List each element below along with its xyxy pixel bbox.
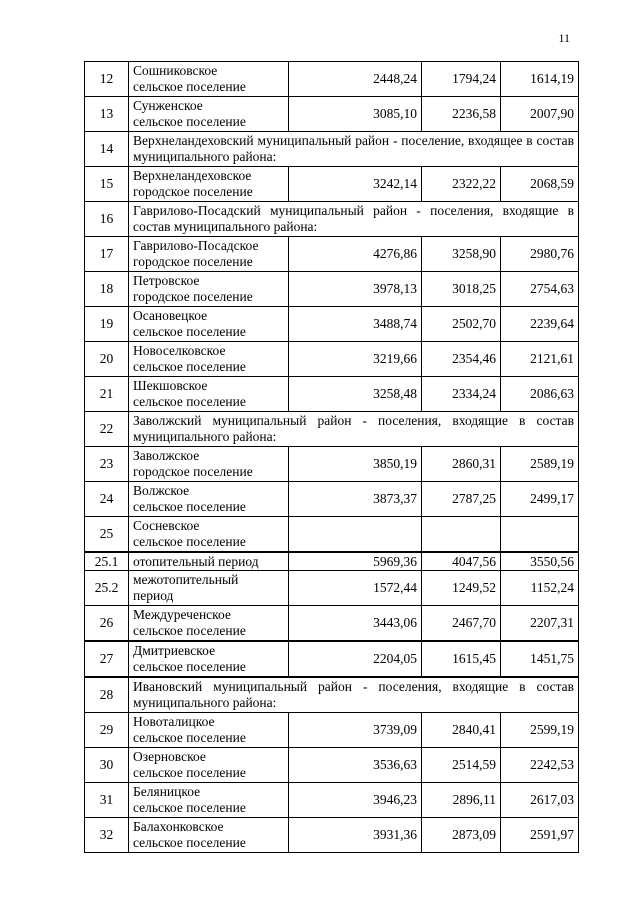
value-cell: 3258,90 (422, 237, 501, 272)
value-cell: 1615,45 (422, 641, 501, 677)
settlement-name: Шекшовское сельское поселение (129, 377, 289, 412)
district-heading: Ивановский муниципальный район - поселения, входящие в состав муниципального района: (129, 677, 579, 713)
value-cell: 3850,19 (289, 447, 422, 482)
table-row (85, 342, 579, 377)
row-number: 16 (85, 202, 129, 237)
row-number: 30 (85, 748, 129, 783)
value-cell: 2467,70 (422, 606, 501, 642)
table-row (85, 818, 579, 853)
value-cell: 2591,97 (501, 818, 579, 853)
district-heading: Верхнеландеховский муниципальный район - поселение, входящее в состав муниципального района: (129, 132, 579, 167)
settlement-name: Верхнеландеховское городское поселение (129, 167, 289, 202)
table-row-section (85, 202, 579, 237)
value-cell: 2617,03 (501, 783, 579, 818)
row-number: 20 (85, 342, 129, 377)
value-cell: 2754,63 (501, 272, 579, 307)
value-cell: 2236,58 (422, 97, 501, 132)
value-cell: 2354,46 (422, 342, 501, 377)
table-row-section (85, 677, 579, 713)
table-row (85, 748, 579, 783)
row-number: 24 (85, 482, 129, 517)
district-heading: Гаврилово-Посадский муниципальный район - поселения, входящие в состав муниципального района: (129, 202, 579, 237)
table-row (85, 552, 579, 571)
value-cell: 2873,09 (422, 818, 501, 853)
value-cell: 3536,63 (289, 748, 422, 783)
row-number: 27 (85, 641, 129, 677)
value-cell: 1152,24 (501, 571, 579, 606)
table-row (85, 641, 579, 677)
row-number: 32 (85, 818, 129, 853)
settlement-name: Осановецкое сельское поселение (129, 307, 289, 342)
table-row (85, 167, 579, 202)
value-cell: 3873,37 (289, 482, 422, 517)
value-cell (289, 517, 422, 553)
table-row (85, 517, 579, 553)
row-number: 21 (85, 377, 129, 412)
row-number: 28 (85, 677, 129, 713)
page-number: 11 (558, 31, 570, 45)
row-number: 29 (85, 713, 129, 748)
value-cell: 2980,76 (501, 237, 579, 272)
row-number: 17 (85, 237, 129, 272)
value-cell: 2334,24 (422, 377, 501, 412)
value-cell: 3443,06 (289, 606, 422, 642)
table-row-section (85, 412, 579, 447)
value-cell: 1572,44 (289, 571, 422, 606)
settlement-name: Беляницкое сельское поселение (129, 783, 289, 818)
row-number: 18 (85, 272, 129, 307)
value-cell: 2239,64 (501, 307, 579, 342)
row-number: 22 (85, 412, 129, 447)
table-row (85, 713, 579, 748)
value-cell: 3739,09 (289, 713, 422, 748)
value-cell: 3258,48 (289, 377, 422, 412)
value-cell: 3978,13 (289, 272, 422, 307)
value-cell: 2204,05 (289, 641, 422, 677)
table-row (85, 237, 579, 272)
row-number: 13 (85, 97, 129, 132)
value-cell: 2499,17 (501, 482, 579, 517)
table-row (85, 307, 579, 342)
value-cell (422, 517, 501, 553)
value-cell: 3085,10 (289, 97, 422, 132)
row-number: 31 (85, 783, 129, 818)
value-cell: 3931,36 (289, 818, 422, 853)
value-cell: 2448,24 (289, 62, 422, 97)
value-cell: 2068,59 (501, 167, 579, 202)
value-cell: 4276,86 (289, 237, 422, 272)
settlement-name: Дмитриевское сельское поселение (129, 641, 289, 677)
value-cell: 2787,25 (422, 482, 501, 517)
row-number: 26 (85, 606, 129, 642)
value-cell: 2599,19 (501, 713, 579, 748)
value-cell: 3550,56 (501, 552, 579, 571)
value-cell (501, 517, 579, 553)
value-cell: 2242,53 (501, 748, 579, 783)
settlement-name: Сосневское сельское поселение (129, 517, 289, 553)
settlement-name: Новоталицкое сельское поселение (129, 713, 289, 748)
settlement-name: Петровское городское поселение (129, 272, 289, 307)
value-cell: 2121,61 (501, 342, 579, 377)
row-number: 12 (85, 62, 129, 97)
settlement-name: межотопительный период (129, 571, 289, 606)
row-number: 25.2 (85, 571, 129, 606)
value-cell: 3018,25 (422, 272, 501, 307)
value-cell: 1794,24 (422, 62, 501, 97)
value-cell: 2514,59 (422, 748, 501, 783)
value-cell: 2840,41 (422, 713, 501, 748)
value-cell: 2086,63 (501, 377, 579, 412)
value-cell: 2322,22 (422, 167, 501, 202)
table-row (85, 272, 579, 307)
settlement-name: Сошниковское сельское поселение (129, 62, 289, 97)
row-number: 15 (85, 167, 129, 202)
table-row (85, 482, 579, 517)
value-cell: 3946,23 (289, 783, 422, 818)
table-row (85, 783, 579, 818)
settlement-name: отопительный период (129, 552, 289, 571)
value-cell: 2589,19 (501, 447, 579, 482)
value-cell: 2860,31 (422, 447, 501, 482)
table-row (85, 571, 579, 606)
value-cell: 2207,31 (501, 606, 579, 642)
value-cell: 2007,90 (501, 97, 579, 132)
settlement-name: Сунженское сельское поселение (129, 97, 289, 132)
settlement-name: Новоселковское сельское поселение (129, 342, 289, 377)
settlement-name: Гаврилово-Посадское городское поселение (129, 237, 289, 272)
value-cell: 2896,11 (422, 783, 501, 818)
tariff-table (84, 61, 579, 853)
settlement-name: Балахонковское сельское поселение (129, 818, 289, 853)
settlement-name: Междуреченское сельское поселение (129, 606, 289, 642)
row-number: 25 (85, 517, 129, 553)
table-row (85, 447, 579, 482)
value-cell: 5969,36 (289, 552, 422, 571)
value-cell: 1614,19 (501, 62, 579, 97)
value-cell: 3488,74 (289, 307, 422, 342)
table-row (85, 97, 579, 132)
row-number: 25.1 (85, 552, 129, 571)
value-cell: 2502,70 (422, 307, 501, 342)
value-cell: 1451,75 (501, 641, 579, 677)
table-row (85, 62, 579, 97)
settlement-name: Волжское сельское поселение (129, 482, 289, 517)
table-row (85, 606, 579, 642)
value-cell: 3242,14 (289, 167, 422, 202)
value-cell: 4047,56 (422, 552, 501, 571)
row-number: 14 (85, 132, 129, 167)
table-row-section (85, 132, 579, 167)
table-row (85, 377, 579, 412)
value-cell: 3219,66 (289, 342, 422, 377)
district-heading: Заволжский муниципальный район - поселения, входящие в состав муниципального района: (129, 412, 579, 447)
settlement-name: Озерновское сельское поселение (129, 748, 289, 783)
row-number: 19 (85, 307, 129, 342)
value-cell: 1249,52 (422, 571, 501, 606)
row-number: 23 (85, 447, 129, 482)
settlement-name: Заволжское городское поселение (129, 447, 289, 482)
